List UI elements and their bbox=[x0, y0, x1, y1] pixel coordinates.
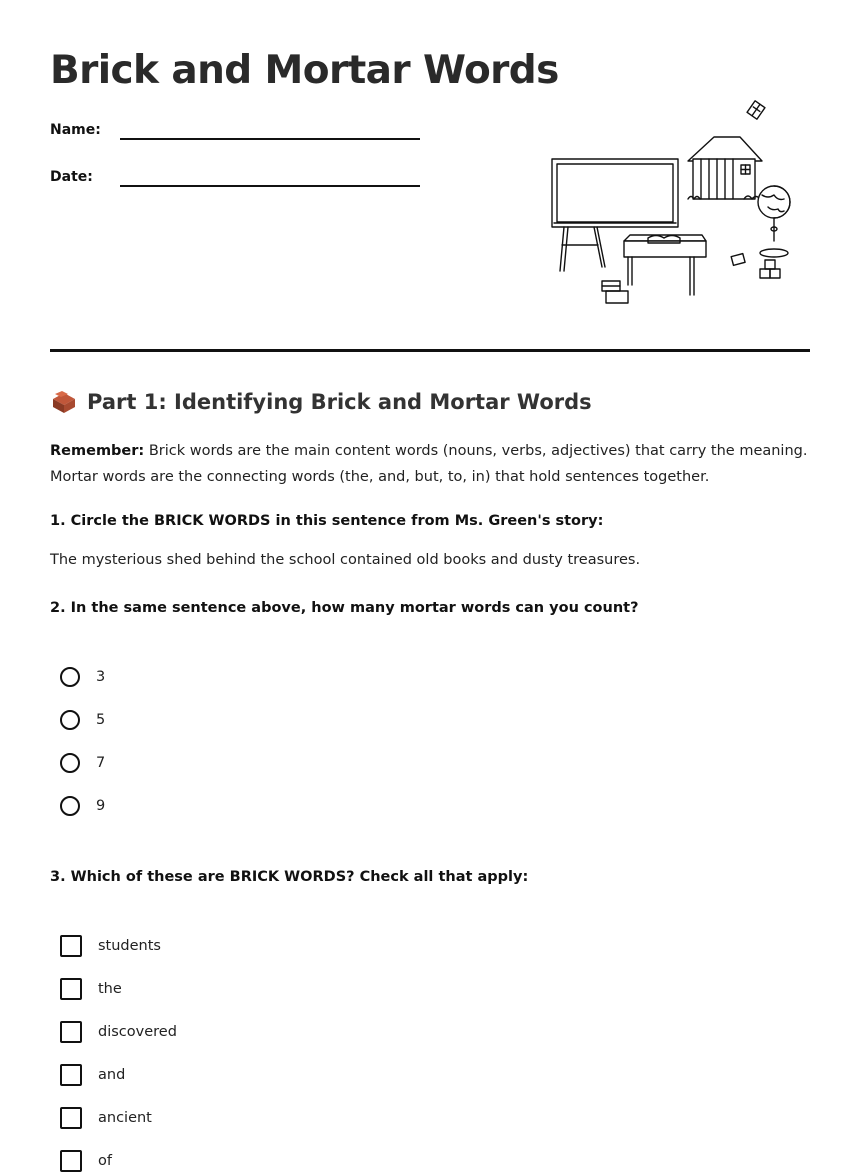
remember-note bbox=[50, 438, 810, 490]
q3-option[interactable] bbox=[60, 933, 360, 959]
name-label: Name: bbox=[50, 122, 101, 138]
checkbox[interactable] bbox=[60, 935, 82, 957]
q3-option[interactable] bbox=[60, 1105, 360, 1131]
worksheet-title: Brick and Mortar Words bbox=[50, 48, 559, 93]
q2-option-label: 7 bbox=[96, 755, 106, 771]
desk-icon bbox=[624, 235, 706, 295]
q3-option[interactable] bbox=[60, 1062, 360, 1088]
remember-label: Remember: bbox=[50, 443, 145, 459]
part1-heading-text: Part 1: Identifying Brick and Mortar Words bbox=[87, 390, 592, 414]
checkbox[interactable] bbox=[60, 1021, 82, 1043]
name-line[interactable] bbox=[120, 138, 420, 140]
question-1-prompt: 1. Circle the BRICK WORDS in this sentence from Ms. Green's story: bbox=[50, 513, 604, 529]
q3-option-label: of bbox=[98, 1153, 112, 1169]
shed-icon bbox=[688, 137, 762, 199]
q2-option[interactable] bbox=[60, 793, 360, 819]
question-3-prompt: 3. Which of these are BRICK WORDS? Check all that apply: bbox=[50, 869, 529, 885]
q3-option-label: and bbox=[98, 1067, 126, 1083]
remember-text: Brick words are the main content words (nouns, verbs, adjectives) that carry the meaning. Mortar words are the connecting words (the, and, but, to, in) that hold sentences together. bbox=[50, 443, 808, 485]
q2-option[interactable] bbox=[60, 664, 360, 690]
checkbox[interactable] bbox=[60, 1107, 82, 1129]
q3-option-label: students bbox=[98, 938, 161, 954]
q3-option-label: discovered bbox=[98, 1024, 177, 1040]
header-divider bbox=[50, 349, 810, 352]
q3-option[interactable] bbox=[60, 976, 360, 1002]
date-field[interactable] bbox=[50, 169, 430, 199]
question-2-prompt: 2. In the same sentence above, how many mortar words can you count? bbox=[50, 600, 639, 616]
q3-option[interactable] bbox=[60, 1019, 360, 1045]
q2-option[interactable] bbox=[60, 707, 360, 733]
q2-option-label: 3 bbox=[96, 669, 106, 685]
date-line[interactable] bbox=[120, 185, 420, 187]
q2-option-label: 9 bbox=[96, 798, 106, 814]
book-stack-icon bbox=[602, 281, 628, 303]
part1-heading bbox=[50, 388, 592, 416]
globe-icon bbox=[758, 186, 790, 257]
floating-book-icon bbox=[747, 101, 765, 119]
checkbox[interactable] bbox=[60, 978, 82, 1000]
brick-icon bbox=[50, 388, 78, 416]
radio-button[interactable] bbox=[60, 667, 80, 687]
q2-option[interactable] bbox=[60, 750, 360, 776]
checkbox[interactable] bbox=[60, 1064, 82, 1086]
radio-button[interactable] bbox=[60, 710, 80, 730]
q3-option-label: the bbox=[98, 981, 122, 997]
q3-option[interactable] bbox=[60, 1148, 360, 1174]
question-1-sentence[interactable]: The mysterious shed behind the school contained old books and dusty treasures. bbox=[50, 552, 641, 568]
radio-button[interactable] bbox=[60, 753, 80, 773]
radio-button[interactable] bbox=[60, 796, 80, 816]
checkbox[interactable] bbox=[60, 1150, 82, 1172]
date-label: Date: bbox=[50, 169, 93, 185]
classroom-illustration bbox=[546, 95, 806, 315]
q2-option-label: 5 bbox=[96, 712, 106, 728]
name-field[interactable] bbox=[50, 122, 430, 152]
q3-option-label: ancient bbox=[98, 1110, 152, 1126]
